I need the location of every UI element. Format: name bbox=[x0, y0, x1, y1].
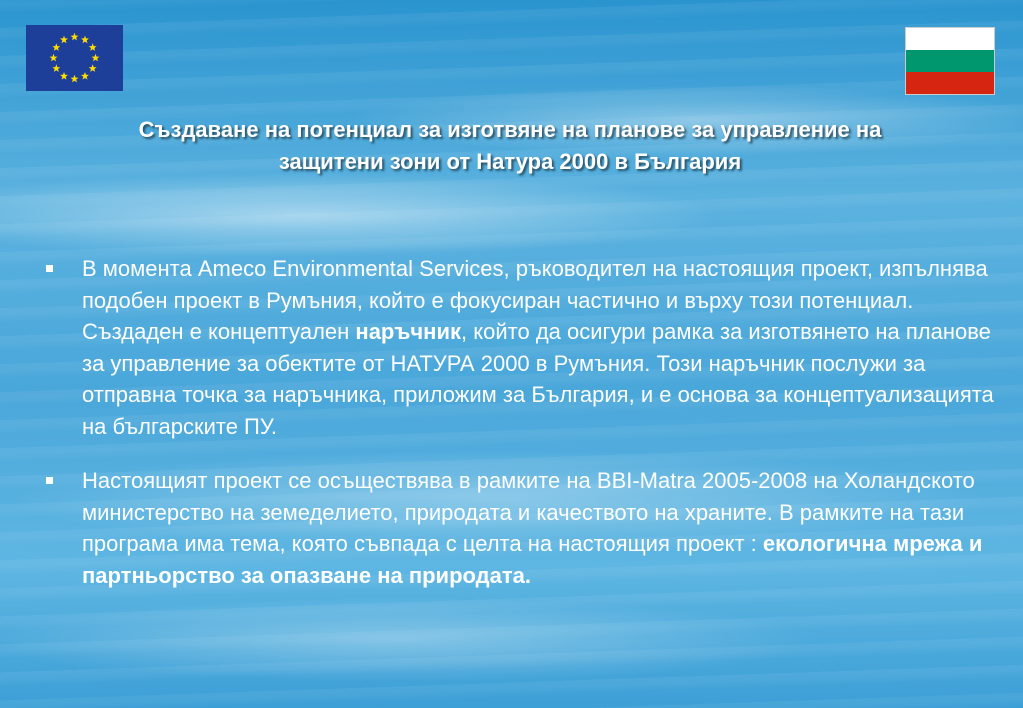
eu-star-icon bbox=[89, 64, 97, 72]
flag-stripe-red bbox=[906, 72, 994, 94]
title-line-2: защитени зони от Натура 2000 в България bbox=[278, 149, 742, 174]
bullet-item-bbi-matra bbox=[44, 465, 994, 591]
bullet-bold-text: наръчник bbox=[355, 319, 462, 344]
bullet-list bbox=[44, 253, 994, 591]
eu-star-icon bbox=[71, 75, 79, 83]
bullet-text: Настоящият проект се осъществява в рамките на BBI-Matra 2005-2008 на Холандското министерство на земеделието, природата и качеството на храните. В рамките на тази програма има тема, която съвпада с целта на настоящия проект : bbox=[82, 468, 975, 556]
eu-star-icon bbox=[50, 54, 58, 62]
eu-star-icon bbox=[52, 64, 60, 72]
bullet-text-end: , който да осигури рамка за изготвянето на планове за управление за обектите от НАТУРА 2000 в Румъния. Този наръчник послужи за отправна точка за наръчника, приложим за България, и е основа за концептуализацията на българските ПУ. bbox=[82, 319, 994, 439]
bulgaria-flag-icon bbox=[905, 27, 995, 95]
bullet-item-ameco bbox=[44, 253, 994, 442]
square-bullet-icon bbox=[46, 477, 53, 484]
eu-star-icon bbox=[81, 36, 89, 44]
flag-stripe-green bbox=[906, 50, 994, 72]
eu-flag-icon bbox=[26, 25, 123, 91]
flag-stripe-white bbox=[906, 28, 994, 50]
eu-star-icon bbox=[89, 43, 97, 51]
eu-star-icon bbox=[92, 54, 100, 62]
eu-star-icon bbox=[60, 36, 68, 44]
eu-star-icon bbox=[81, 72, 89, 80]
bullet-text: В момента Ameco Environmental Services, ръководител на настоящия проект, изпълнява подобен проект в Румъния, който е фокусиран частично и върху този потенциал. Създаден е концептуален bbox=[82, 256, 988, 344]
eu-star-icon bbox=[52, 43, 60, 51]
slide-title bbox=[60, 114, 960, 178]
eu-star-icon bbox=[60, 72, 68, 80]
eu-stars-icon bbox=[26, 25, 123, 91]
bullet-bold-text: екологична мрежа и партньорство за опазване на природата. bbox=[82, 531, 983, 588]
square-bullet-icon bbox=[46, 265, 53, 272]
eu-star-icon bbox=[71, 33, 79, 41]
title-line-1: Създаване на потенциал за изготвяне на планове за управление на bbox=[138, 117, 882, 142]
